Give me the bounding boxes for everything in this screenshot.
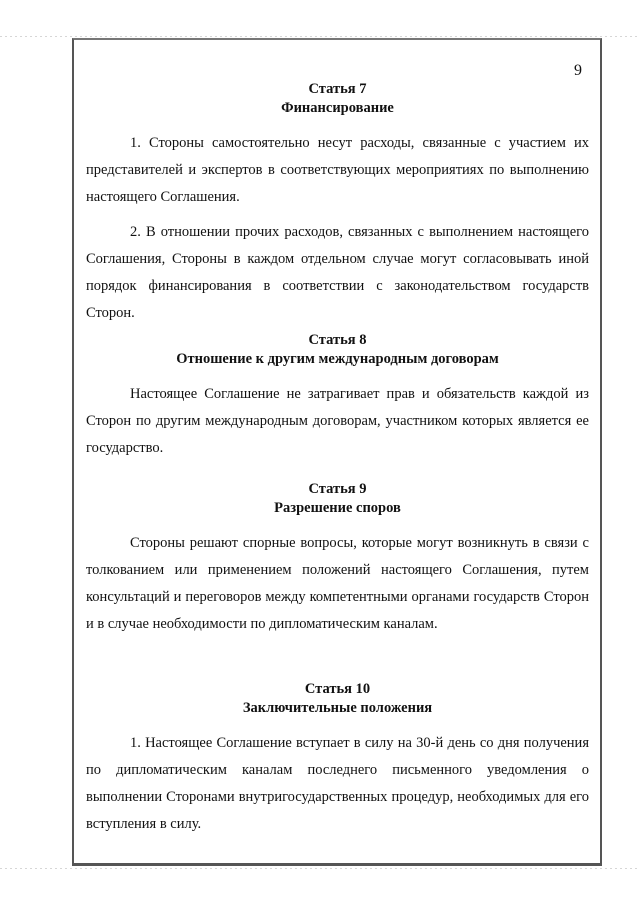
article-7-number: Статья 7 bbox=[308, 81, 367, 97]
page-number: 9 bbox=[574, 62, 582, 79]
article-8 bbox=[86, 331, 589, 462]
article-8-number: Статья 8 bbox=[308, 332, 367, 348]
article-9-number: Статья 9 bbox=[308, 481, 367, 497]
article-10-paragraph-1: 1. Настоящее Соглашение вступает в силу на 30-й день со дня получения по дипломатическим каналам последнего письменного уведомления о выполнении Сторонами внутригосударственных процедур, необходимых для его вступления в силу. bbox=[86, 735, 589, 832]
article-10-title: Заключительные положения bbox=[242, 700, 433, 716]
article-7-paragraph-2: 2. В отношении прочих расходов, связанных с выполнением настоящего Соглашения, Стороны в каждом отдельном случае могут согласовывать иной порядок финансирования в соответствии с законодательством государств Сторон. bbox=[86, 224, 589, 321]
article-9-paragraph-1: Стороны решают спорные вопросы, которые могут возникнуть в связи с толкованием или применением положений настоящего Соглашения, путем консультаций и переговоров между компетентными органами государств Сторон и в случае необходимости по дипломатическим каналам. bbox=[86, 535, 589, 632]
article-10 bbox=[86, 680, 589, 838]
article-7-title: Финансирование bbox=[281, 100, 394, 116]
article-9-title: Разрешение споров bbox=[274, 500, 401, 516]
article-8-title: Отношение к другим международным договорам bbox=[176, 351, 499, 367]
scan-edge-top bbox=[0, 36, 640, 37]
article-10-number: Статья 10 bbox=[304, 681, 371, 697]
scan-edge-bottom bbox=[0, 868, 640, 869]
article-7 bbox=[86, 80, 589, 327]
article-8-paragraph-1: Настоящее Соглашение не затрагивает прав и обязательств каждой из Сторон по другим международным договорам, участником которых является ее государство. bbox=[86, 386, 589, 456]
article-9 bbox=[86, 480, 589, 638]
article-7-paragraph-1: 1. Стороны самостоятельно несут расходы, связанные с участием их представителей и экспертов в соответствующих мероприятиях по выполнению настоящего Соглашения. bbox=[86, 135, 589, 205]
